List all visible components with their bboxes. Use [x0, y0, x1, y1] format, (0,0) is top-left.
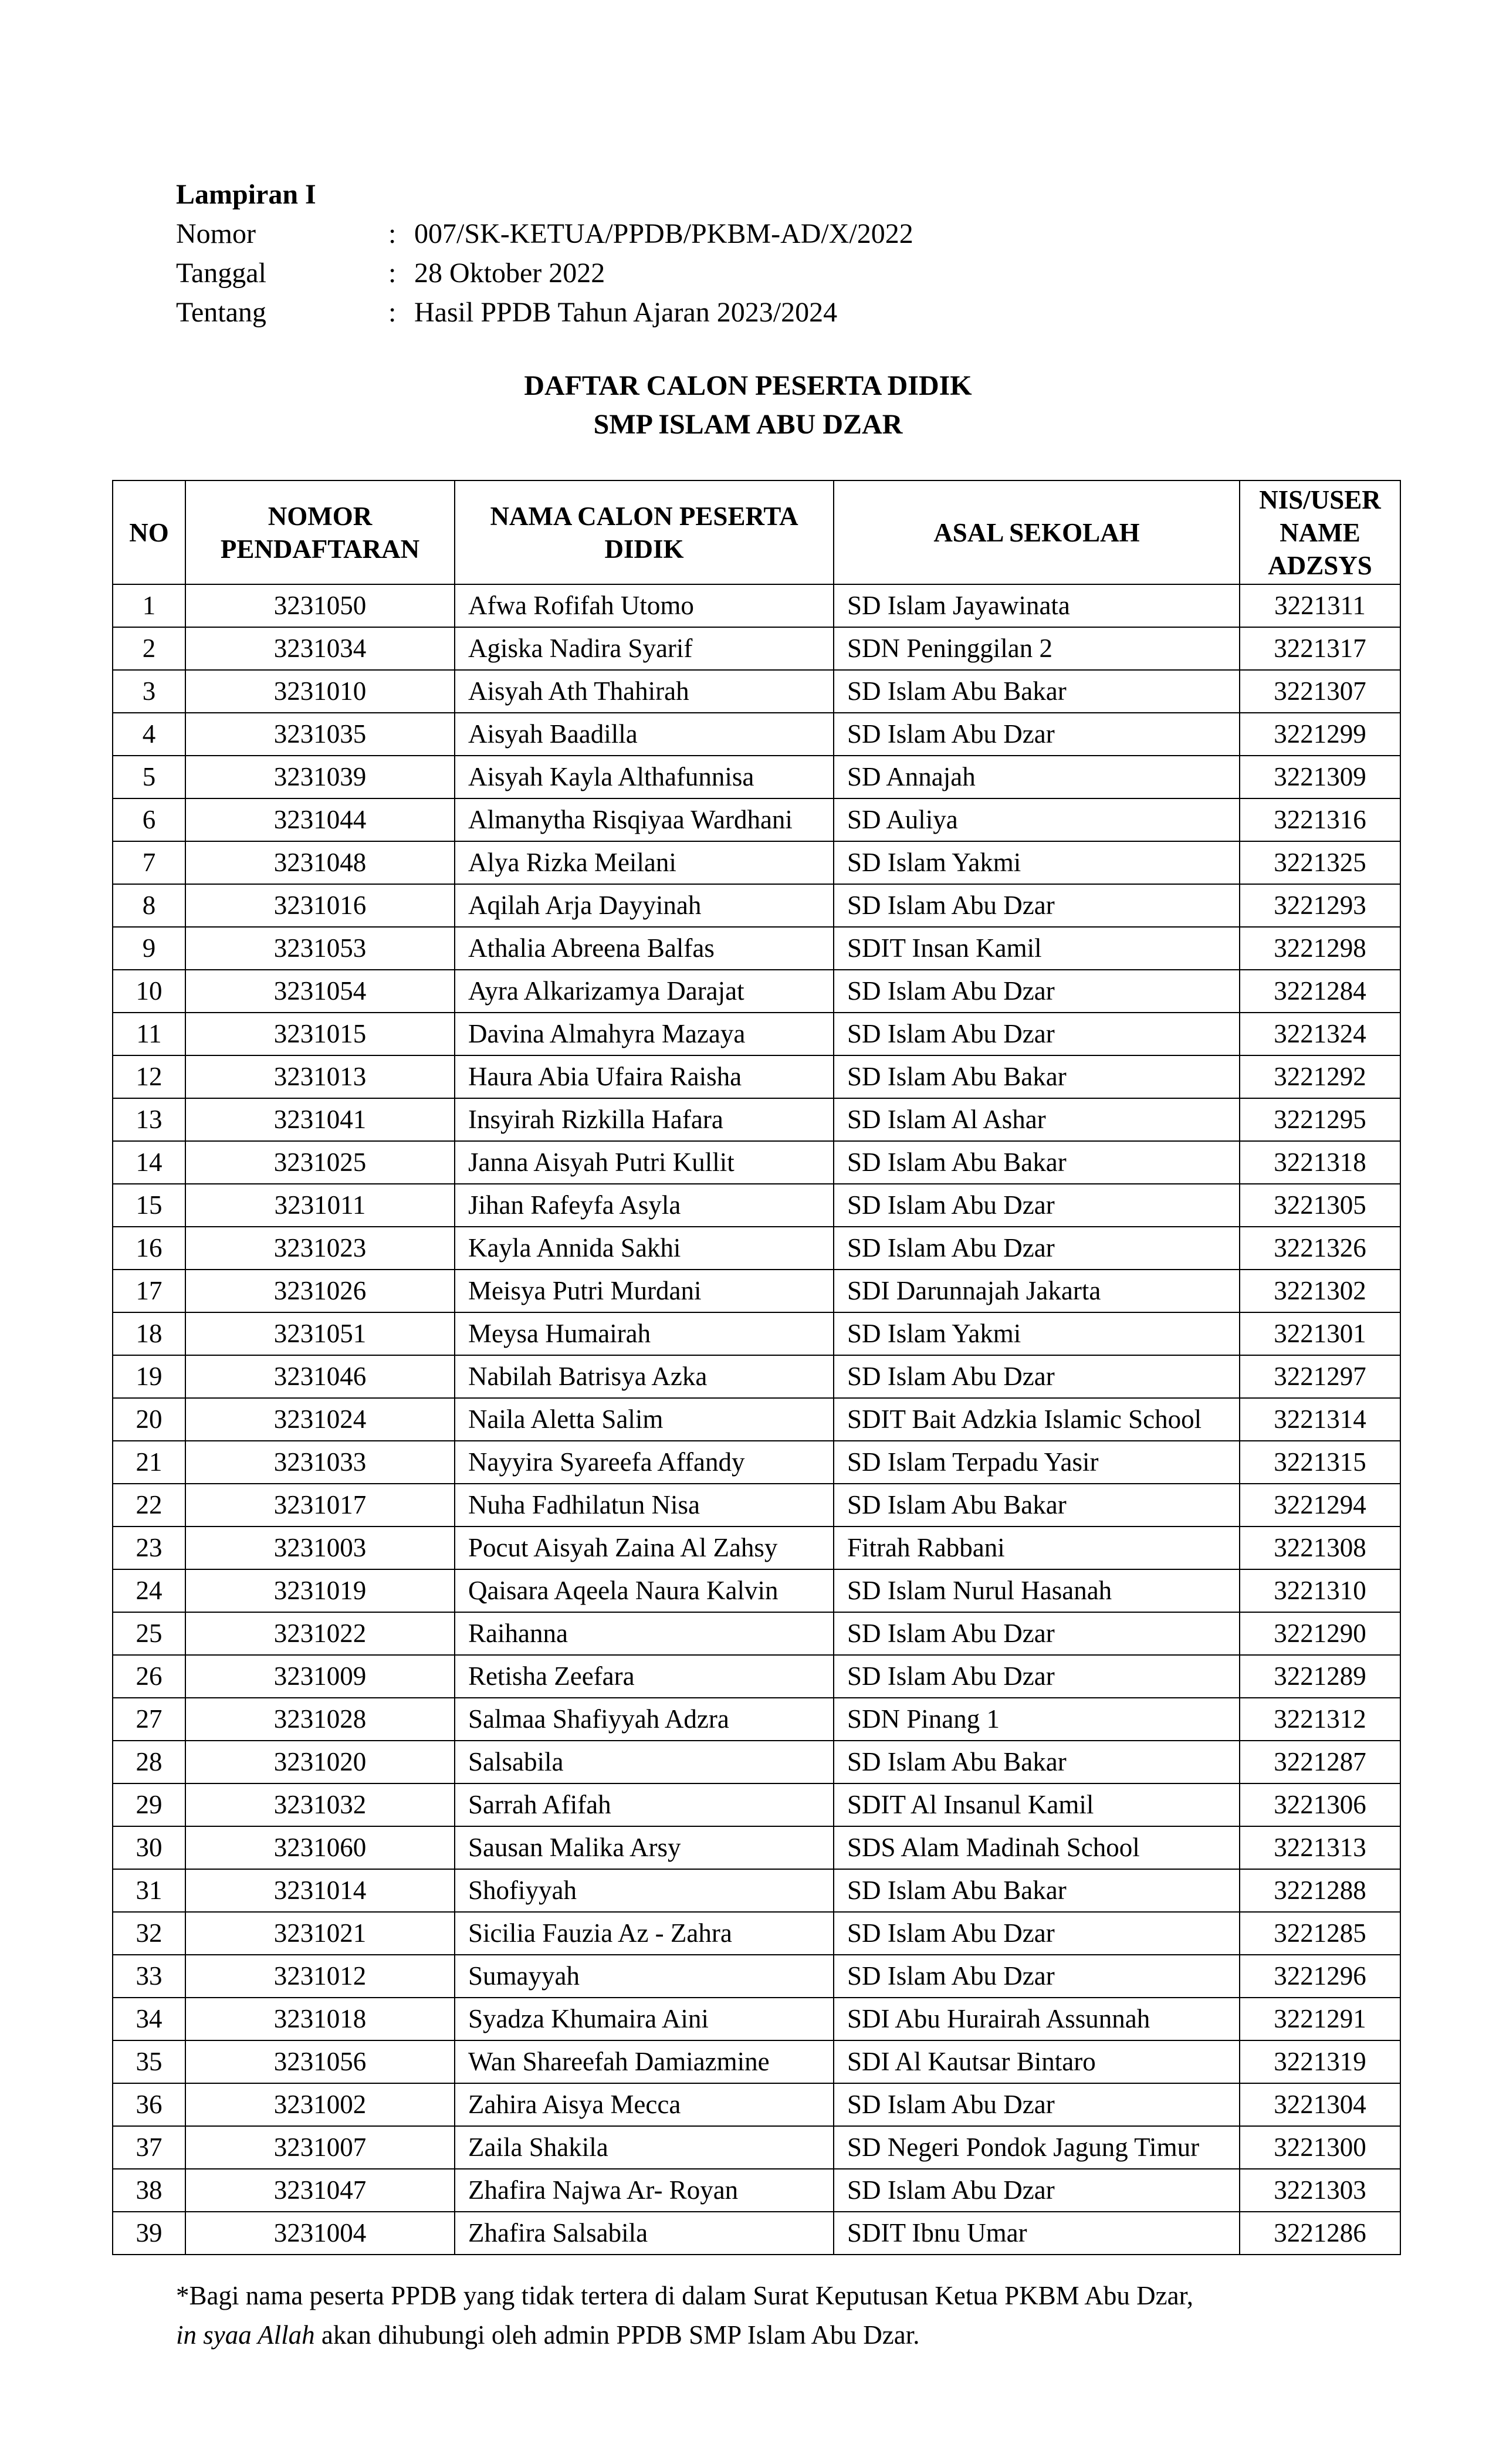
cell-nomor-pendaftaran: 3231004 [185, 2212, 455, 2255]
cell-asal-sekolah: SD Auliya [834, 798, 1240, 841]
cell-nomor-pendaftaran: 3231007 [185, 2126, 455, 2169]
cell-nis: 3221309 [1240, 756, 1400, 798]
meta-label: Tentang [176, 297, 266, 328]
title-line-1: DAFTAR CALON PESERTA DIDIK [524, 370, 972, 401]
cell-nama: Pocut Aisyah Zaina Al Zahsy [455, 1527, 834, 1569]
cell-asal-sekolah: SD Islam Abu Bakar [834, 1141, 1240, 1184]
cell-nomor-pendaftaran: 3231015 [185, 1013, 455, 1055]
cell-asal-sekolah: SD Islam Abu Dzar [834, 1912, 1240, 1955]
cell-no: 32 [113, 1912, 185, 1955]
table-row [113, 670, 1400, 713]
cell-nis: 3221325 [1240, 841, 1400, 884]
table-row [113, 1783, 1400, 1826]
cell-asal-sekolah: SD Islam Abu Bakar [834, 670, 1240, 713]
table-row [113, 1826, 1400, 1869]
meta-value: Hasil PPDB Tahun Ajaran 2023/2024 [414, 297, 838, 328]
table-row [113, 1013, 1400, 1055]
footnote-rest: akan dihubungi oleh admin PPDB SMP Islam Abu Dzar. [314, 2320, 920, 2350]
cell-no: 33 [113, 1955, 185, 1998]
cell-asal-sekolah: SD Islam Abu Dzar [834, 1655, 1240, 1698]
table-header-row [113, 480, 1400, 584]
cell-nis: 3221304 [1240, 2083, 1400, 2126]
table-row [113, 2083, 1400, 2126]
cell-no: 1 [113, 584, 185, 627]
table-row [113, 713, 1400, 756]
cell-nama: Salsabila [455, 1741, 834, 1783]
cell-nama: Retisha Zeefara [455, 1655, 834, 1698]
cell-no: 21 [113, 1441, 185, 1484]
cell-nama: Meisya Putri Murdani [455, 1270, 834, 1312]
cell-nis: 3221314 [1240, 1398, 1400, 1441]
cell-nomor-pendaftaran: 3231013 [185, 1055, 455, 1098]
table-row [113, 1184, 1400, 1227]
cell-no: 15 [113, 1184, 185, 1227]
cell-nama: Sarrah Afifah [455, 1783, 834, 1826]
table-row [113, 1484, 1400, 1527]
cell-nama: Sausan Malika Arsy [455, 1826, 834, 1869]
cell-nis: 3221315 [1240, 1441, 1400, 1484]
table-row [113, 884, 1400, 927]
cell-nis: 3221298 [1240, 927, 1400, 970]
cell-no: 34 [113, 1998, 185, 2040]
table-row [113, 1698, 1400, 1741]
cell-asal-sekolah: SD Islam Abu Dzar [834, 1184, 1240, 1227]
cell-nama: Jihan Rafeyfa Asyla [455, 1184, 834, 1227]
cell-no: 4 [113, 713, 185, 756]
cell-asal-sekolah: SD Islam Abu Bakar [834, 1484, 1240, 1527]
cell-nomor-pendaftaran: 3231054 [185, 970, 455, 1013]
cell-nis: 3221293 [1240, 884, 1400, 927]
cell-nis: 3221295 [1240, 1098, 1400, 1141]
cell-nomor-pendaftaran: 3231050 [185, 584, 455, 627]
cell-asal-sekolah: SD Islam Al Ashar [834, 1098, 1240, 1141]
table-row [113, 1998, 1400, 2040]
cell-nama: Nuha Fadhilatun Nisa [455, 1484, 834, 1527]
cell-nomor-pendaftaran: 3231035 [185, 713, 455, 756]
table-row [113, 1741, 1400, 1783]
table-row [113, 1098, 1400, 1141]
cell-no: 30 [113, 1826, 185, 1869]
meta-row-nomor [176, 214, 913, 253]
cell-no: 36 [113, 2083, 185, 2126]
cell-no: 14 [113, 1141, 185, 1184]
cell-asal-sekolah: SDIT Bait Adzkia Islamic School [834, 1398, 1240, 1441]
cell-asal-sekolah: SD Islam Nurul Hasanah [834, 1569, 1240, 1612]
cell-no: 19 [113, 1355, 185, 1398]
cell-nis: 3221287 [1240, 1741, 1400, 1783]
table-row [113, 627, 1400, 670]
meta-row-tentang [176, 293, 913, 332]
cell-no: 17 [113, 1270, 185, 1312]
cell-nomor-pendaftaran: 3231044 [185, 798, 455, 841]
cell-nama: Aisyah Ath Thahirah [455, 670, 834, 713]
cell-no: 6 [113, 798, 185, 841]
cell-nis: 3221319 [1240, 2040, 1400, 2083]
cell-nis: 3221313 [1240, 1826, 1400, 1869]
cell-asal-sekolah: SDI Al Kautsar Bintaro [834, 2040, 1240, 2083]
cell-nama: Nabilah Batrisya Azka [455, 1355, 834, 1398]
table-row [113, 1655, 1400, 1698]
table-row [113, 798, 1400, 841]
cell-no: 12 [113, 1055, 185, 1098]
cell-nis: 3221296 [1240, 1955, 1400, 1998]
cell-nis: 3221299 [1240, 713, 1400, 756]
cell-nis: 3221302 [1240, 1270, 1400, 1312]
cell-no: 5 [113, 756, 185, 798]
meta-label: Tanggal [176, 258, 266, 289]
cell-nama: Naila Aletta Salim [455, 1398, 834, 1441]
cell-asal-sekolah: SD Islam Abu Dzar [834, 2169, 1240, 2212]
cell-nama: Haura Abia Ufaira Raisha [455, 1055, 834, 1098]
cell-nama: Nayyira Syareefa Affandy [455, 1441, 834, 1484]
cell-nama: Davina Almahyra Mazaya [455, 1013, 834, 1055]
cell-nomor-pendaftaran: 3231024 [185, 1398, 455, 1441]
cell-asal-sekolah: SDN Peninggilan 2 [834, 627, 1240, 670]
cell-nis: 3221285 [1240, 1912, 1400, 1955]
header-asal-sekolah: ASAL SEKOLAH [834, 480, 1240, 584]
cell-no: 25 [113, 1612, 185, 1655]
table-row [113, 1312, 1400, 1355]
table-row [113, 584, 1400, 627]
cell-nomor-pendaftaran: 3231025 [185, 1141, 455, 1184]
cell-nama: Agiska Nadira Syarif [455, 627, 834, 670]
cell-nama: Ayra Alkarizamya Darajat [455, 970, 834, 1013]
cell-no: 26 [113, 1655, 185, 1698]
cell-nis: 3221307 [1240, 670, 1400, 713]
meta-label: Nomor [176, 218, 256, 249]
cell-nomor-pendaftaran: 3231002 [185, 2083, 455, 2126]
cell-asal-sekolah: SD Islam Abu Dzar [834, 1013, 1240, 1055]
table-row [113, 1441, 1400, 1484]
cell-nis: 3221288 [1240, 1869, 1400, 1912]
cell-nama: Salmaa Shafiyyah Adzra [455, 1698, 834, 1741]
cell-nama: Qaisara Aqeela Naura Kalvin [455, 1569, 834, 1612]
cell-nomor-pendaftaran: 3231021 [185, 1912, 455, 1955]
meta-value: 28 Oktober 2022 [414, 258, 605, 289]
meta-colon: : [388, 297, 397, 328]
meta-row-tanggal [176, 253, 913, 293]
cell-no: 10 [113, 970, 185, 1013]
table-row [113, 841, 1400, 884]
cell-nomor-pendaftaran: 3231041 [185, 1098, 455, 1141]
cell-no: 39 [113, 2212, 185, 2255]
cell-nama: Insyirah Rizkilla Hafara [455, 1098, 834, 1141]
table-row [113, 927, 1400, 970]
table-row [113, 1141, 1400, 1184]
cell-asal-sekolah: SD Islam Abu Dzar [834, 1355, 1240, 1398]
cell-no: 7 [113, 841, 185, 884]
cell-no: 23 [113, 1527, 185, 1569]
meta-value: 007/SK-KETUA/PPDB/PKBM-AD/X/2022 [414, 218, 913, 249]
cell-asal-sekolah: SD Islam Abu Dzar [834, 1955, 1240, 1998]
table-row [113, 756, 1400, 798]
cell-nis: 3221311 [1240, 584, 1400, 627]
cell-nomor-pendaftaran: 3231017 [185, 1484, 455, 1527]
document-title [0, 367, 1496, 444]
students-table [112, 480, 1401, 2255]
cell-nis: 3221292 [1240, 1055, 1400, 1098]
cell-no: 24 [113, 1569, 185, 1612]
cell-no: 8 [113, 884, 185, 927]
cell-nomor-pendaftaran: 3231009 [185, 1655, 455, 1698]
cell-nis: 3221326 [1240, 1227, 1400, 1270]
cell-nama: Sumayyah [455, 1955, 834, 1998]
cell-nomor-pendaftaran: 3231028 [185, 1698, 455, 1741]
cell-nis: 3221317 [1240, 627, 1400, 670]
cell-asal-sekolah: SD Negeri Pondok Jagung Timur [834, 2126, 1240, 2169]
table-row [113, 2169, 1400, 2212]
table-row [113, 1612, 1400, 1655]
cell-nama: Raihanna [455, 1612, 834, 1655]
cell-asal-sekolah: SD Islam Yakmi [834, 841, 1240, 884]
cell-nomor-pendaftaran: 3231056 [185, 2040, 455, 2083]
cell-nis: 3221306 [1240, 1783, 1400, 1826]
cell-asal-sekolah: SDS Alam Madinah School [834, 1826, 1240, 1869]
cell-asal-sekolah: Fitrah Rabbani [834, 1527, 1240, 1569]
cell-nama: Janna Aisyah Putri Kullit [455, 1141, 834, 1184]
header-nomor-pendaftaran: NOMOR PENDAFTARAN [185, 480, 455, 584]
title-line-2: SMP ISLAM ABU DZAR [593, 409, 903, 440]
cell-no: 18 [113, 1312, 185, 1355]
cell-nis: 3221301 [1240, 1312, 1400, 1355]
cell-nomor-pendaftaran: 3231051 [185, 1312, 455, 1355]
cell-asal-sekolah: SD Islam Abu Dzar [834, 970, 1240, 1013]
cell-nama: Zaila Shakila [455, 2126, 834, 2169]
table-row [113, 1270, 1400, 1312]
cell-nomor-pendaftaran: 3231020 [185, 1741, 455, 1783]
cell-nomor-pendaftaran: 3231003 [185, 1527, 455, 1569]
cell-nomor-pendaftaran: 3231016 [185, 884, 455, 927]
table-row [113, 1227, 1400, 1270]
cell-nis: 3221297 [1240, 1355, 1400, 1398]
cell-no: 29 [113, 1783, 185, 1826]
cell-no: 2 [113, 627, 185, 670]
cell-nis: 3221303 [1240, 2169, 1400, 2212]
cell-nama: Afwa Rofifah Utomo [455, 584, 834, 627]
cell-no: 11 [113, 1013, 185, 1055]
cell-nomor-pendaftaran: 3231047 [185, 2169, 455, 2212]
cell-nis: 3221308 [1240, 1527, 1400, 1569]
cell-nis: 3221286 [1240, 2212, 1400, 2255]
cell-nomor-pendaftaran: 3231019 [185, 1569, 455, 1612]
table-body [113, 584, 1400, 2255]
cell-nomor-pendaftaran: 3231010 [185, 670, 455, 713]
cell-nama: Zhafira Salsabila [455, 2212, 834, 2255]
table-row [113, 1527, 1400, 1569]
cell-nis: 3221294 [1240, 1484, 1400, 1527]
cell-nis: 3221291 [1240, 1998, 1400, 2040]
footnote [176, 2276, 1193, 2355]
cell-nama: Athalia Abreena Balfas [455, 927, 834, 970]
cell-nomor-pendaftaran: 3231053 [185, 927, 455, 970]
cell-nis: 3221290 [1240, 1612, 1400, 1655]
cell-nomor-pendaftaran: 3231032 [185, 1783, 455, 1826]
table-row [113, 2212, 1400, 2255]
cell-asal-sekolah: SDN Pinang 1 [834, 1698, 1240, 1741]
cell-no: 38 [113, 2169, 185, 2212]
cell-asal-sekolah: SDI Abu Hurairah Assunnah [834, 1998, 1240, 2040]
cell-no: 9 [113, 927, 185, 970]
table-row [113, 1912, 1400, 1955]
lampiran-heading: Lampiran I [176, 179, 316, 210]
table-row [113, 2126, 1400, 2169]
table-row [113, 1055, 1400, 1098]
cell-nis: 3221305 [1240, 1184, 1400, 1227]
table-row [113, 1869, 1400, 1912]
cell-nis: 3221318 [1240, 1141, 1400, 1184]
cell-nis: 3221316 [1240, 798, 1400, 841]
cell-nama: Zahira Aisya Mecca [455, 2083, 834, 2126]
cell-nama: Aisyah Kayla Althafunnisa [455, 756, 834, 798]
document-header [176, 175, 913, 332]
cell-asal-sekolah: SD Islam Abu Dzar [834, 884, 1240, 927]
cell-nama: Zhafira Najwa Ar- Royan [455, 2169, 834, 2212]
cell-nomor-pendaftaran: 3231022 [185, 1612, 455, 1655]
cell-no: 31 [113, 1869, 185, 1912]
cell-nama: Sicilia Fauzia Az - Zahra [455, 1912, 834, 1955]
cell-asal-sekolah: SD Islam Abu Bakar [834, 1869, 1240, 1912]
cell-nama: Wan Shareefah Damiazmine [455, 2040, 834, 2083]
header-nama: NAMA CALON PESERTA DIDIK [455, 480, 834, 584]
cell-asal-sekolah: SD Islam Abu Dzar [834, 713, 1240, 756]
cell-asal-sekolah: SD Islam Abu Dzar [834, 2083, 1240, 2126]
cell-asal-sekolah: SDIT Al Insanul Kamil [834, 1783, 1240, 1826]
table-row [113, 1398, 1400, 1441]
cell-nomor-pendaftaran: 3231018 [185, 1998, 455, 2040]
cell-nis: 3221312 [1240, 1698, 1400, 1741]
cell-no: 37 [113, 2126, 185, 2169]
cell-asal-sekolah: SD Islam Yakmi [834, 1312, 1240, 1355]
cell-no: 28 [113, 1741, 185, 1783]
cell-nama: Aqilah Arja Dayyinah [455, 884, 834, 927]
cell-asal-sekolah: SDIT Ibnu Umar [834, 2212, 1240, 2255]
cell-nomor-pendaftaran: 3231023 [185, 1227, 455, 1270]
cell-nama: Syadza Khumaira Aini [455, 1998, 834, 2040]
cell-nomor-pendaftaran: 3231012 [185, 1955, 455, 1998]
cell-asal-sekolah: SD Islam Abu Dzar [834, 1612, 1240, 1655]
cell-nomor-pendaftaran: 3231046 [185, 1355, 455, 1398]
cell-no: 3 [113, 670, 185, 713]
header-nis: NIS/USER NAME ADZSYS [1240, 480, 1400, 584]
cell-asal-sekolah: SD Islam Jayawinata [834, 584, 1240, 627]
footnote-line-2 [176, 2316, 1193, 2355]
cell-nomor-pendaftaran: 3231014 [185, 1869, 455, 1912]
table-row [113, 1355, 1400, 1398]
cell-nomor-pendaftaran: 3231033 [185, 1441, 455, 1484]
cell-nomor-pendaftaran: 3231026 [185, 1270, 455, 1312]
cell-nama: Meysa Humairah [455, 1312, 834, 1355]
cell-nomor-pendaftaran: 3231011 [185, 1184, 455, 1227]
cell-no: 20 [113, 1398, 185, 1441]
cell-nama: Kayla Annida Sakhi [455, 1227, 834, 1270]
cell-asal-sekolah: SD Islam Terpadu Yasir [834, 1441, 1240, 1484]
cell-nama: Shofiyyah [455, 1869, 834, 1912]
table-row [113, 1569, 1400, 1612]
cell-nomor-pendaftaran: 3231048 [185, 841, 455, 884]
cell-no: 22 [113, 1484, 185, 1527]
cell-nis: 3221284 [1240, 970, 1400, 1013]
cell-no: 35 [113, 2040, 185, 2083]
table-row [113, 2040, 1400, 2083]
cell-asal-sekolah: SD Islam Abu Bakar [834, 1055, 1240, 1098]
cell-nomor-pendaftaran: 3231034 [185, 627, 455, 670]
cell-no: 16 [113, 1227, 185, 1270]
cell-nama: Aisyah Baadilla [455, 713, 834, 756]
cell-no: 27 [113, 1698, 185, 1741]
cell-nis: 3221310 [1240, 1569, 1400, 1612]
cell-no: 13 [113, 1098, 185, 1141]
header-no: NO [113, 480, 185, 584]
meta-colon: : [388, 218, 397, 249]
cell-nis: 3221300 [1240, 2126, 1400, 2169]
cell-nomor-pendaftaran: 3231039 [185, 756, 455, 798]
cell-nomor-pendaftaran: 3231060 [185, 1826, 455, 1869]
cell-asal-sekolah: SD Annajah [834, 756, 1240, 798]
meta-colon: : [388, 258, 397, 289]
cell-nama: Almanytha Risqiyaa Wardhani [455, 798, 834, 841]
cell-nis: 3221324 [1240, 1013, 1400, 1055]
footnote-line-1: *Bagi nama peserta PPDB yang tidak tertera di dalam Surat Keputusan Ketua PKBM Abu Dzar, [176, 2281, 1194, 2310]
table-row [113, 970, 1400, 1013]
cell-nama: Alya Rizka Meilani [455, 841, 834, 884]
cell-asal-sekolah: SDI Darunnajah Jakarta [834, 1270, 1240, 1312]
cell-asal-sekolah: SDIT Insan Kamil [834, 927, 1240, 970]
table-row [113, 1955, 1400, 1998]
cell-asal-sekolah: SD Islam Abu Dzar [834, 1227, 1240, 1270]
cell-nis: 3221289 [1240, 1655, 1400, 1698]
footnote-italic: in syaa Allah [176, 2320, 315, 2350]
cell-asal-sekolah: SD Islam Abu Bakar [834, 1741, 1240, 1783]
